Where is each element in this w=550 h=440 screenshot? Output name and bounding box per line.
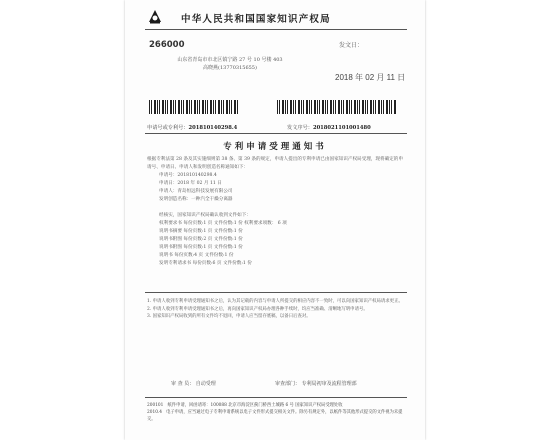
- recipient-address: [175, 56, 285, 72]
- application-number-field: [147, 124, 237, 131]
- document-item: 权利要求书 每份页数:1 页 文件份数:1 份 权利要求项数： 6 项: [159, 221, 287, 226]
- notice-title: 专利申请受理通知书: [223, 142, 327, 152]
- document-item: 说明书附图 每份页数:1 页 文件份数:1 份: [159, 245, 243, 250]
- form-code: 200101: [147, 403, 164, 408]
- received-header: 经核实，国家知识产权局确认收到文件如下：: [159, 213, 251, 218]
- cnipa-logo-icon: [147, 8, 163, 24]
- application-number-label: 申请号或专利号：: [147, 125, 189, 131]
- document-item: 说明书附图 每份页数:2 页 文件份数:1 份: [159, 237, 243, 242]
- header-rule: [145, 29, 407, 30]
- remark-item: 3. 国家知识产权局收到的所有文件均不退回，申请人应当留存底稿，以备日后查对。: [147, 314, 311, 320]
- document-number-field: [287, 124, 371, 131]
- footer: [147, 402, 405, 423]
- postal-code: 266000: [149, 40, 185, 50]
- fields-rule: [145, 133, 407, 134]
- barcode-left: [149, 100, 239, 114]
- document-item: 发明专利请求书 每份页数:6 页 文件份数:1 份: [159, 261, 252, 266]
- line-filing-date: 申请日：2018 年 02 月 11 日: [159, 181, 222, 186]
- line-application-number: 申请号：201810140298.4: [159, 173, 217, 178]
- send-date-stamp: 2018 年 02 月 11 日: [335, 73, 406, 82]
- remark-item: 2. 申请人收到专利申请受理通知书之后，再向国家知识产权局办理各种手续时，均应当准确、清晰地写明申请号。: [147, 306, 368, 312]
- barcode-right: [277, 100, 397, 114]
- footer-line-2: [147, 409, 405, 423]
- send-date-label: 发文日：: [339, 42, 364, 49]
- address-line-1: 山东省青岛市市北区镇宁路 27 号 10 号楼 403: [177, 57, 283, 63]
- document-item: 说明书摘要 每份页数:1 页 文件份数:1 份: [159, 229, 243, 234]
- examiner-signature: 审 查 员： 自动受理: [171, 381, 216, 387]
- notice-intro: 根据专利法第 28 条及其实施细则第 38 条、第 39 条的规定，申请人提出的专利申请已由国家知识产权局受理，现将确定的申请号、申请日、申请人和发明创造名称通知如下：: [147, 157, 403, 170]
- footer-mail-instruction: 纸件申请，回函请寄：100088 北京市海淀区蓟门桥西土城路 6 号 国家知识产权局受理处收: [167, 403, 343, 408]
- footer-electronic-instruction: 电子申请，应当通过电子专利申请系统以电子文件形式提交相关文件。除另有规定外，以纸件等其他形式提交的文件视为未提交。: [147, 410, 403, 422]
- document-number-label: 发文序号：: [287, 125, 313, 131]
- line-applicant: 申请人：青岛恒远科技发展有限公司: [159, 189, 233, 194]
- address-line-2: 高晓燕(13770315655): [203, 65, 257, 71]
- footer-rule: [145, 397, 407, 398]
- application-number-value: 201810140298.4: [188, 125, 238, 131]
- line-invention-title: 发明创造名称：一种汽全干燥分离器: [159, 197, 233, 202]
- notice-document: [125, 0, 425, 440]
- document-number-value: 2018021101001480: [312, 125, 371, 131]
- document-item: 说明书 每份页数:4 页 文件份数:1 份: [159, 253, 234, 258]
- footer-line-1: [147, 402, 405, 409]
- remark-item: 1. 申请人收到专利申请受理通知书之后，认为其记载的内容与申请人所提交的相应内容不一致时，可以向国家知识产权局请求更正。: [147, 299, 403, 304]
- remarks-rule: [145, 292, 407, 293]
- form-version: 2010.4: [147, 410, 163, 415]
- department-signature: 审查部门： 专利局初审及流程管理部: [275, 381, 357, 387]
- office-name: 中华人民共和国国家知识产权局: [181, 14, 331, 25]
- remarks: [147, 298, 405, 321]
